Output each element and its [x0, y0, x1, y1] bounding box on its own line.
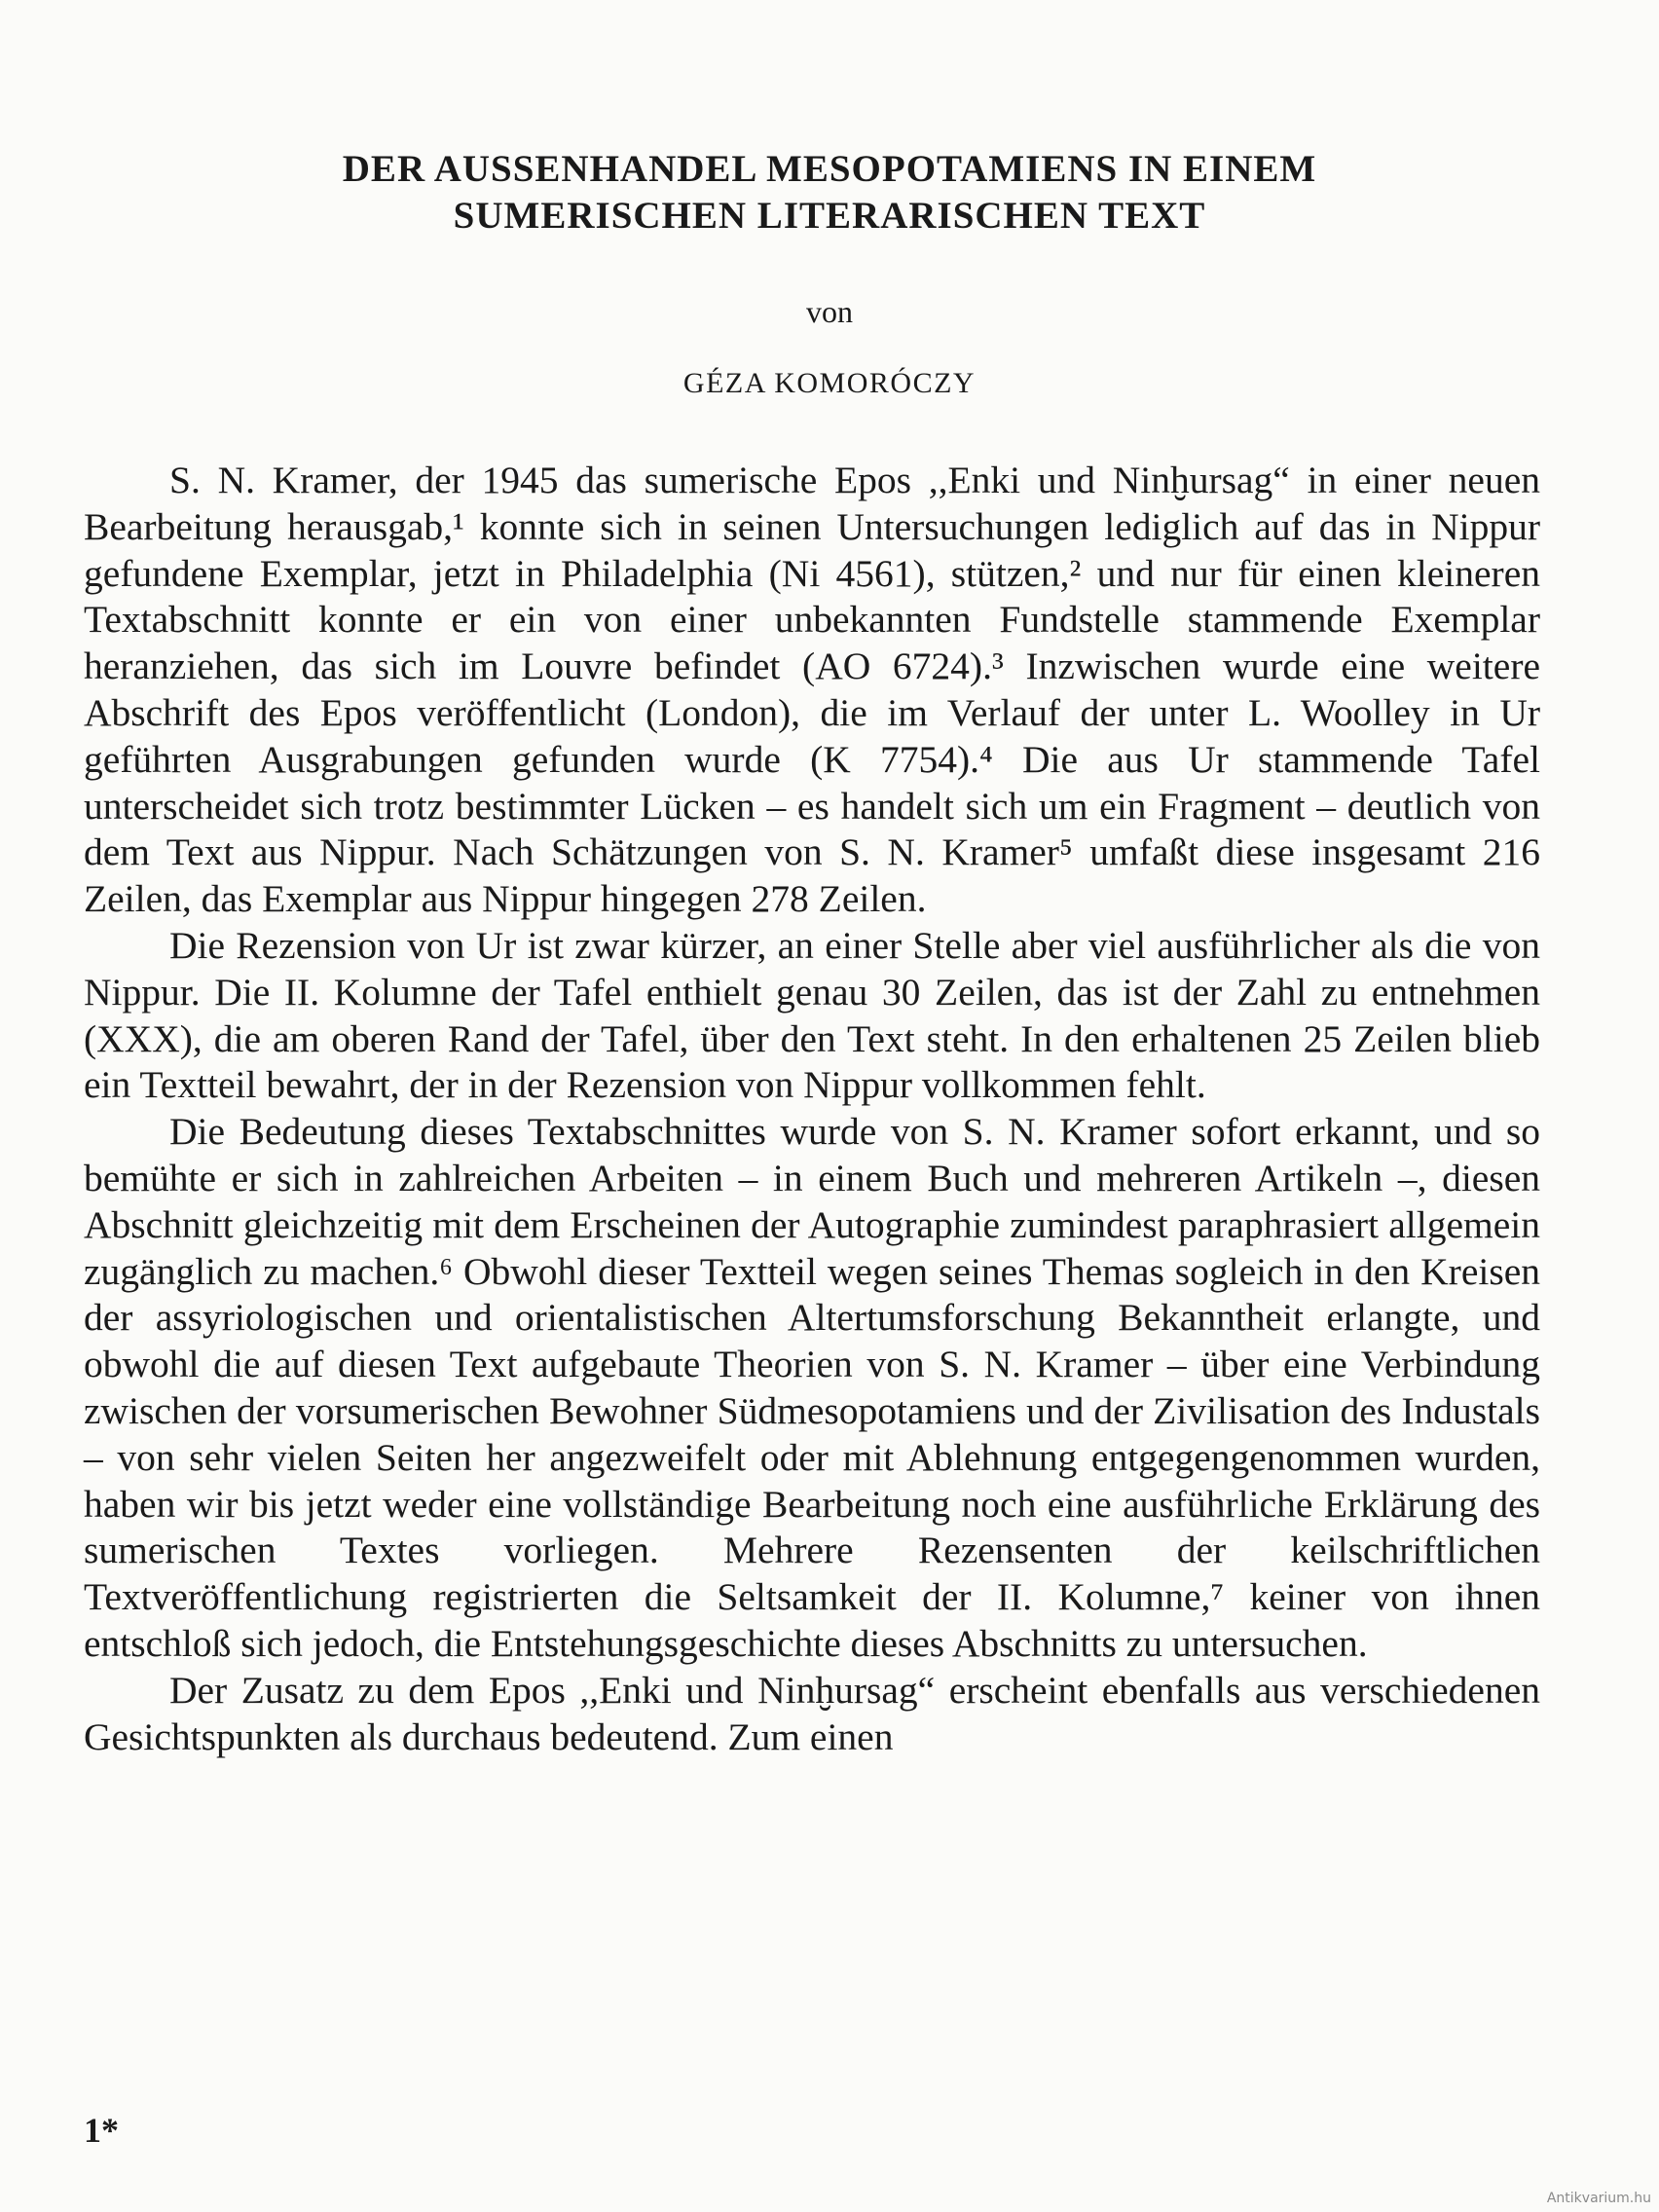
byline: von	[806, 294, 853, 329]
article-title	[0, 146, 1659, 240]
author-name: GÉZA KOMORÓCZY	[682, 367, 977, 399]
signature-mark: 1*	[84, 2111, 119, 2150]
paragraph-3: Die Bedeutung dieses Textabschnittes wurde von S. N. Kramer sofort erkannt, und so bemühte er sich in zahlreichen Arbeiten – in einem Buch und mehreren Artikeln –, diesen Abschnitt gleichzeitig mit dem Erscheinen der Autographie zumindest paraphrasiert allgemein zugänglich zu machen.⁶ Obwohl dieser Textteil wegen seines Themas sogleich in den Kreisen der assyriologischen und orientalistischen Altertumsforschung Bekanntheit erlangte, und obwohl die auf diesen Text aufgebaute Theorien von S. N. Kramer – über eine Verbindung zwischen der vorsumerischen Bewohner Südmesopotamiens und der Zivilisation des Industals – von sehr vielen Seiten her angezweifelt oder mit Ablehnung entgegengenommen wurden, haben wir bis jetzt weder eine vollständige Bearbeitung noch eine ausführliche Erklärung des sumerischen Textes vorliegen. Mehrere Rezensenten der keilschriftlichen Textveröffentlichung registrierten die Seltsamkeit der II. Kolumne,⁷ keiner von ihnen entschloß sich jedoch, die Entstehungsgeschichte dieses Abschnitts zu untersuchen.	[84, 1110, 1540, 1665]
article-body	[84, 458, 1540, 1760]
title-line-2: SUMERISCHEN LITERARISCHEN TEXT	[453, 195, 1206, 237]
paragraph-4: Der Zusatz zu dem Epos ,,Enki und Ninḫursag“ erscheint ebenfalls aus verschiedenen Gesichtspunkten als durchaus bedeutend. Zum einen	[84, 1668, 1540, 1758]
paragraph-2: Die Rezension von Ur ist zwar kürzer, an einer Stelle aber viel ausführlicher als die von Nippur. Die II. Kolumne der Tafel enthielt genau 30 Zeilen, das ist der Zahl zu entnehmen (XXX), die am oberen Rand der Tafel, über den Text steht. In den erhaltenen 25 Zeilen blieb ein Textteil bewahrt, der in der Rezension von Nippur vollkommen fehlt.	[84, 923, 1540, 1107]
title-line-1: DER AUSSENHANDEL MESOPOTAMIENS IN EINEM	[342, 148, 1317, 190]
paragraph-1: S. N. Kramer, der 1945 das sumerische Epos ,,Enki und Ninḫursag“ in einer neuen Bearbeitung herausgab,¹ konnte sich in seinen Untersuchungen lediglich auf das in Nippur gefundene Exemplar, jetzt in Philadelphia (Ni 4561), stützen,² und nur für einen kleineren Textabschnitt konnte er ein von einer unbekannten Fundstelle stammende Exemplar heranziehen, das sich im Louvre befindet (AO 6724).³ Inzwischen wurde eine weitere Abschrift des Epos veröffentlicht (London), die im Verlauf der unter L. Woolley in Ur geführten Ausgrabungen gefunden wurde (K 7754).⁴ Die aus Ur stammende Tafel unterscheidet sich trotz bestimmter Lücken – es handelt sich um ein Fragment – deutlich von dem Text aus Nippur. Nach Schätzungen von S. N. Kramer⁵ umfaßt diese insgesamt 216 Zeilen, das Exemplar aus Nippur hingegen 278 Zeilen.	[84, 459, 1540, 921]
watermark: Antikvarium.hu	[1546, 2191, 1651, 2206]
